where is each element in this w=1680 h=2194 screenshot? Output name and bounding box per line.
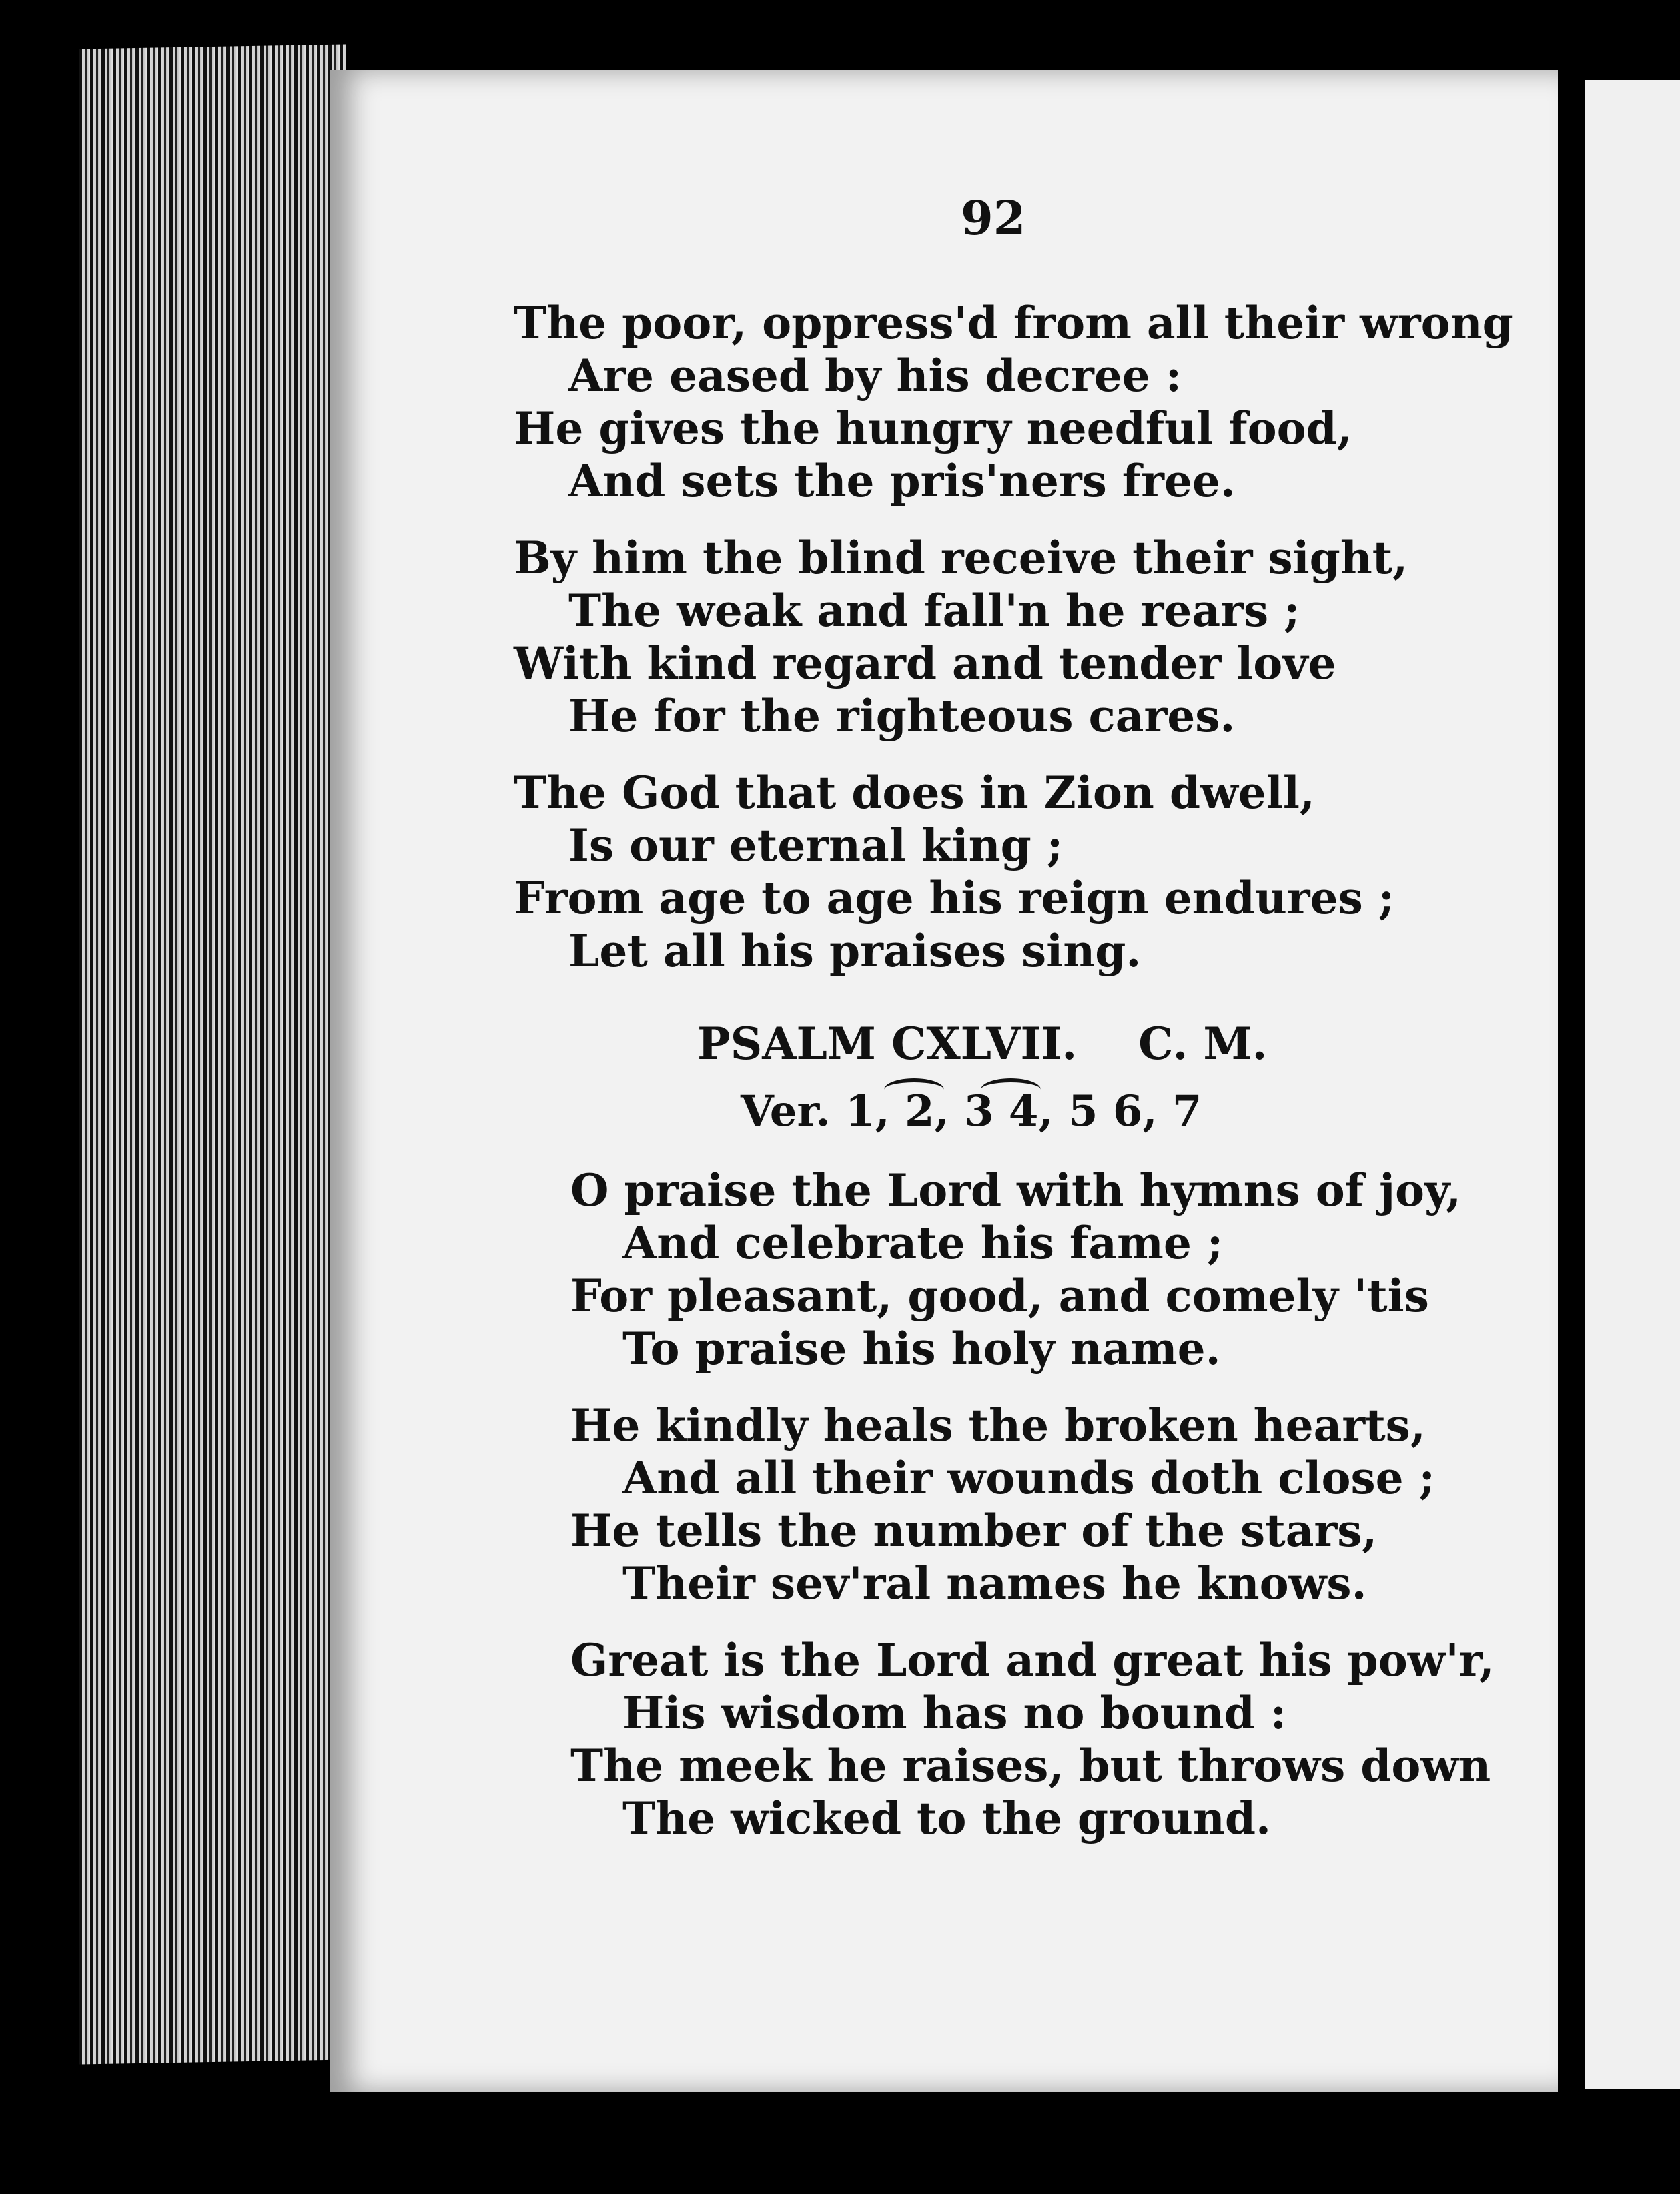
verse-line: From age to age his reign endures ; <box>514 872 1395 924</box>
verse-reference-text: Ver. 1, 2, 3 4, 5 6, 7 <box>741 1086 1202 1136</box>
verse-line: He gives the hungry needful food, <box>514 402 1352 454</box>
verse-line: The meek he raises, but throws down <box>570 1740 1491 1792</box>
stanza <box>570 1399 1501 1610</box>
stanza <box>514 297 1513 508</box>
verse-line: By him the blind receive their sight, <box>514 532 1408 584</box>
verse-line: With kind regard and tender love <box>514 637 1336 689</box>
verse-line: And celebrate his fame ; <box>622 1217 1224 1269</box>
psalm-text <box>514 1164 1501 1845</box>
verse-ligature-arc <box>981 1078 1041 1101</box>
stanza <box>514 532 1501 743</box>
page-text <box>514 297 1513 1869</box>
stanza <box>570 1164 1501 1375</box>
verse-line: Great is the Lord and great his pow'r, <box>570 1634 1495 1686</box>
verse-line: To praise his holy name. <box>622 1323 1221 1375</box>
verse-line: Their sev'ral names he knows. <box>622 1557 1367 1609</box>
stanza <box>570 1634 1501 1845</box>
verse-line: The poor, oppress'd from all their wrong <box>514 297 1513 349</box>
verse-line: He kindly heals the broken hearts, <box>570 1399 1426 1451</box>
verse-line: And sets the pris'ners free. <box>568 455 1236 507</box>
verse-line: And all their wounds doth close ; <box>622 1452 1435 1504</box>
verse-line: The wicked to the ground. <box>622 1792 1271 1844</box>
verse-reference <box>514 1085 1501 1138</box>
page-number: 92 <box>961 190 1026 246</box>
psalm-heading: PSALM CXLVII. C. M. <box>697 1018 1268 1070</box>
verse-line: The weak and fall'n he rears ; <box>568 585 1300 637</box>
verse-line: O praise the Lord with hymns of joy, <box>570 1164 1462 1216</box>
verse-line: He tells the number of the stars, <box>570 1505 1378 1557</box>
verse-line: Let all his praises sing. <box>568 925 1142 977</box>
verse-line: Is our eternal king ; <box>568 819 1064 871</box>
stanza <box>514 767 1501 978</box>
verse-line: The God that does in Zion dwell, <box>514 767 1315 819</box>
verse-line: Are eased by his decree : <box>568 350 1182 402</box>
facing-page-edge <box>1585 80 1680 2089</box>
verse-ligature-arc <box>884 1078 944 1101</box>
verse-line: His wisdom has no bound : <box>622 1687 1287 1739</box>
verse-line: He for the righteous cares. <box>568 690 1236 742</box>
book-page-edges <box>79 45 346 2065</box>
verse-line: For pleasant, good, and comely 'tis <box>570 1270 1429 1322</box>
